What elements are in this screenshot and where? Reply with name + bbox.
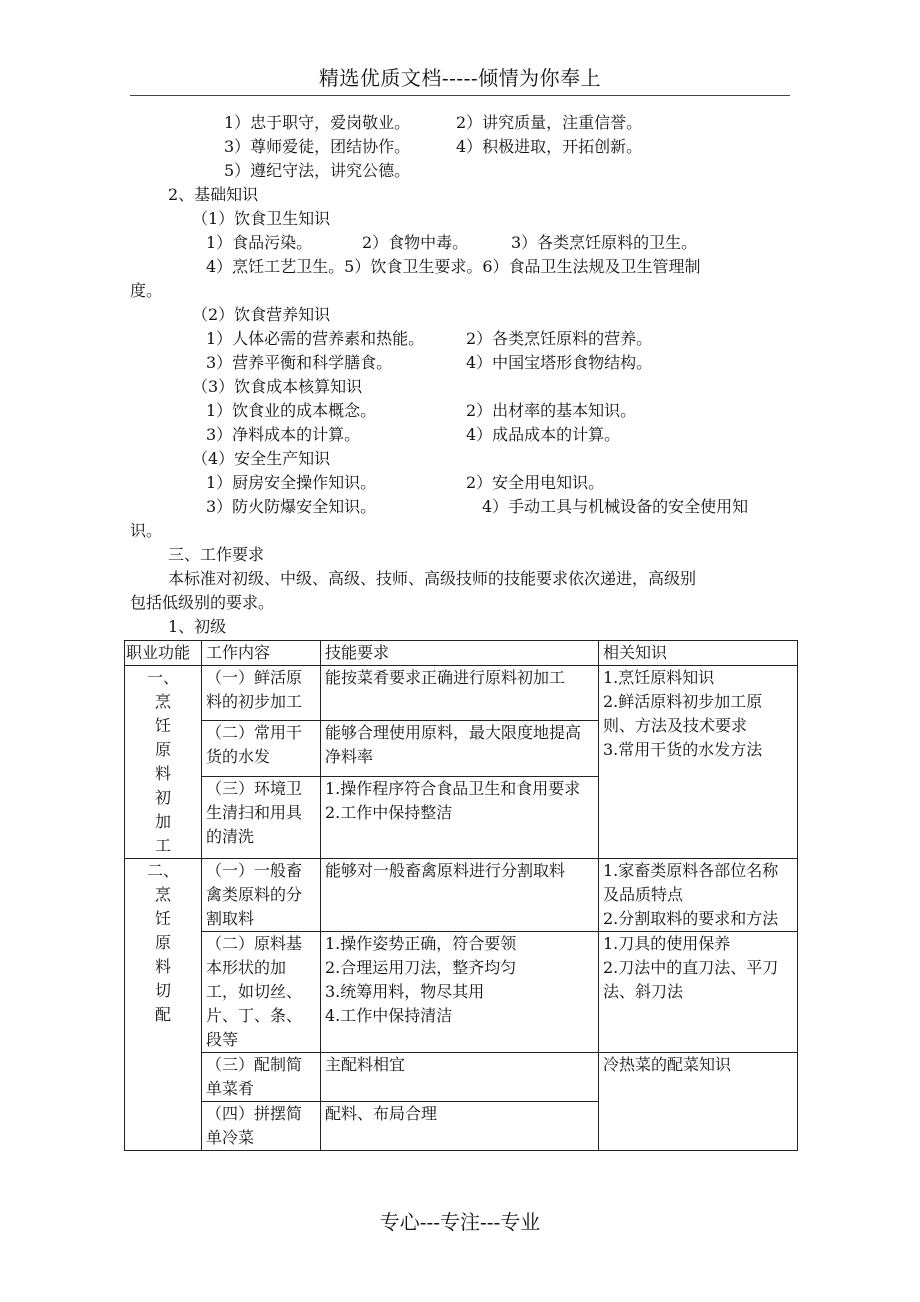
ethics-item-2: 2）讲究质量，注重信誉。 bbox=[456, 113, 643, 132]
hygiene-line-3: 度。 bbox=[130, 281, 163, 300]
function-1-char: 烹 bbox=[154, 692, 171, 711]
cost-item-2: 2）出材率的基本知识。 bbox=[466, 401, 637, 420]
requirements-paragraph-line-1: 本标准对初级、中级、高级、技师、高级技师的技能要求依次递进，高级别 bbox=[168, 569, 697, 588]
ethics-item-5: 5）遵纪守法，讲究公德。 bbox=[224, 161, 411, 180]
table-row bbox=[125, 666, 798, 721]
skill-cell: 能按菜肴要求正确进行原料初加工 bbox=[321, 666, 599, 721]
ethics-item-1: 1）忠于职守，爱岗敬业。 bbox=[224, 113, 411, 132]
skill-cell: 能够对一般畜禽原料进行分割取料 bbox=[321, 859, 599, 932]
function-2-cell bbox=[125, 859, 202, 1151]
requirements-heading: 三、工作要求 bbox=[168, 545, 265, 564]
function-2-prefix: 二、 bbox=[146, 861, 179, 880]
nutrition-item-2: 2）各类烹饪原料的营养。 bbox=[466, 329, 653, 348]
skills-table bbox=[124, 640, 798, 1151]
table-row bbox=[125, 1053, 798, 1102]
ethics-item-4: 4）积极进取，开拓创新。 bbox=[456, 137, 643, 156]
function-1-char: 料 bbox=[154, 764, 171, 783]
knowledge-cell: 1.家畜类原料各部位名称及品质特点 2.分割取料的要求和方法 bbox=[599, 859, 798, 932]
skill-cell: 配料、布局合理 bbox=[321, 1102, 599, 1151]
nutrition-title: （2）饮食营养知识 bbox=[192, 305, 331, 324]
function-1-char: 初 bbox=[154, 788, 171, 807]
table-row bbox=[125, 859, 798, 932]
header-content: 工作内容 bbox=[202, 641, 321, 666]
content-cell: （二）常用干货的水发 bbox=[202, 721, 321, 776]
function-1-char: 工 bbox=[154, 836, 171, 855]
header-divider bbox=[130, 95, 790, 96]
knowledge-cell: 1.烹饪原料知识 2.鲜活原料初步加工原则、方法及技术要求 3.常用干货的水发方法 bbox=[599, 666, 798, 859]
page-footer: 专心---专注---专业 bbox=[379, 1210, 541, 1234]
hygiene-line-2: 4）烹饪工艺卫生。5）饮食卫生要求。6）食品卫生法规及卫生管理制 bbox=[206, 257, 701, 276]
ethics-item-3: 3）尊师爱徒，团结协作。 bbox=[224, 137, 411, 156]
table-header-row bbox=[125, 641, 798, 666]
function-2-char: 切 bbox=[154, 981, 171, 1000]
nutrition-item-4: 4）中国宝塔形食物结构。 bbox=[466, 353, 653, 372]
hygiene-item-2: 2）食物中毒。 bbox=[362, 233, 469, 252]
knowledge-cell: 冷热菜的配菜知识 bbox=[599, 1053, 798, 1151]
cost-item-4: 4）成品成本的计算。 bbox=[466, 425, 621, 444]
safety-title: （4）安全生产知识 bbox=[192, 449, 331, 468]
function-2-char: 料 bbox=[154, 957, 171, 976]
hygiene-item-1: 1）食品污染。 bbox=[206, 233, 313, 252]
hygiene-title: （1）饮食卫生知识 bbox=[192, 209, 331, 228]
requirements-paragraph-line-2: 包括低级别的要求。 bbox=[130, 593, 275, 612]
function-2-char: 饪 bbox=[154, 909, 171, 928]
function-1-char: 饪 bbox=[154, 716, 171, 735]
knowledge-cell: 1.刀具的使用保养 2.刀法中的直刀法、平刀法、斜刀法 bbox=[599, 932, 798, 1053]
function-2-char: 配 bbox=[154, 1005, 171, 1024]
table-row bbox=[125, 932, 798, 1053]
nutrition-item-1: 1）人体必需的营养素和热能。 bbox=[206, 329, 425, 348]
skill-cell: 1.操作程序符合食品卫生和食用要求 2.工作中保持整洁 bbox=[321, 776, 599, 858]
content-cell: （三）配制简单菜肴 bbox=[202, 1053, 321, 1102]
cost-title: （3）饮食成本核算知识 bbox=[192, 377, 363, 396]
header-knowledge: 相关知识 bbox=[599, 641, 798, 666]
basic-knowledge-heading: 2、基础知识 bbox=[168, 185, 259, 204]
safety-line-3: 识。 bbox=[130, 521, 163, 540]
skill-cell: 能够合理使用原料，最大限度地提高净料率 bbox=[321, 721, 599, 776]
function-1-char: 加 bbox=[154, 812, 171, 831]
content-cell: （四）拼摆简单冷菜 bbox=[202, 1102, 321, 1151]
function-2-char: 烹 bbox=[154, 885, 171, 904]
safety-item-3: 3）防火防爆安全知识。 bbox=[206, 497, 377, 516]
safety-item-2: 2）安全用电知识。 bbox=[466, 473, 605, 492]
skill-cell: 1.操作姿势正确，符合要领 2.合理运用刀法，整齐均匀 3.统筹用料，物尽其用 4.工作中保持清洁 bbox=[321, 932, 599, 1053]
nutrition-item-3: 3）营养平衡和科学膳食。 bbox=[206, 353, 393, 372]
content-cell: （二）原料基本形状的加工，如切丝、片、丁、条、段等 bbox=[202, 932, 321, 1053]
hygiene-item-3: 3）各类烹饪原料的卫生。 bbox=[511, 233, 698, 252]
content-cell: （一）鲜活原料的初步加工 bbox=[202, 666, 321, 721]
header-function: 职业功能 bbox=[125, 641, 202, 666]
function-2-char: 原 bbox=[154, 933, 171, 952]
content-cell: （一）一般畜禽类原料的分割取料 bbox=[202, 859, 321, 932]
page-header: 精选优质文档-----倾情为你奉上 bbox=[318, 66, 602, 90]
skill-cell: 主配料相宜 bbox=[321, 1053, 599, 1102]
level-heading: 1、初级 bbox=[168, 617, 227, 636]
cost-item-3: 3）净料成本的计算。 bbox=[206, 425, 361, 444]
function-1-cell bbox=[125, 666, 202, 859]
content-cell: （三）环境卫生清扫和用具的清洗 bbox=[202, 776, 321, 858]
header-skill: 技能要求 bbox=[321, 641, 599, 666]
safety-item-4: 4）手动工具与机械设备的安全使用知 bbox=[482, 497, 749, 516]
function-1-char: 原 bbox=[154, 740, 171, 759]
cost-item-1: 1）饮食业的成本概念。 bbox=[206, 401, 377, 420]
safety-item-1: 1）厨房安全操作知识。 bbox=[206, 473, 377, 492]
function-1-prefix: 一、 bbox=[146, 668, 179, 687]
